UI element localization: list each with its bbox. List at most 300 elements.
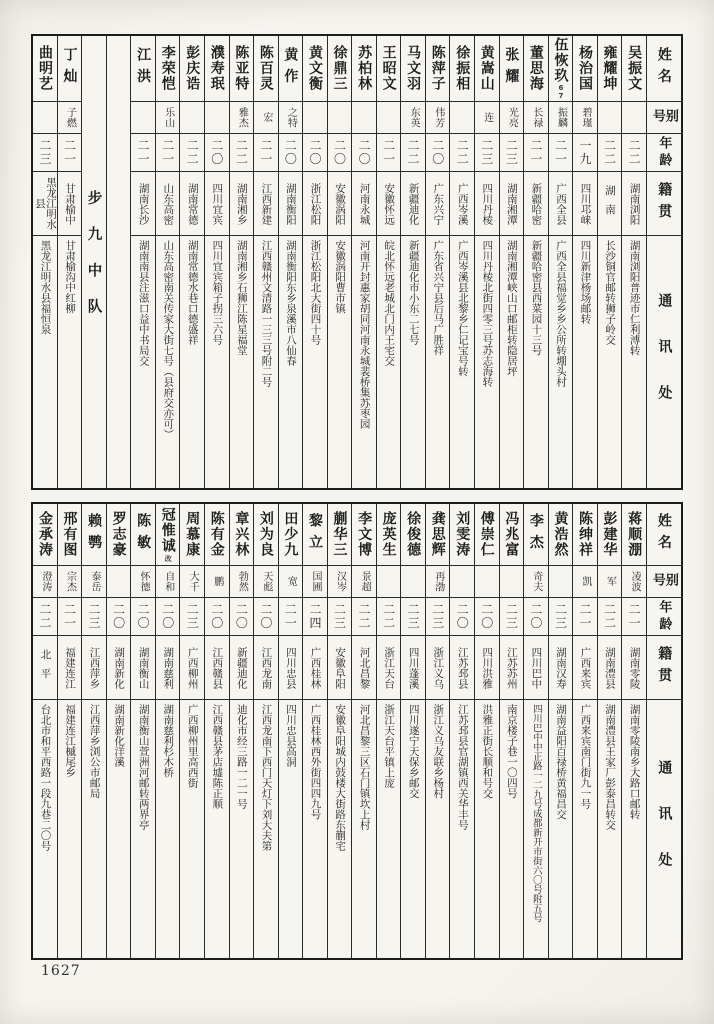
entry-alias: 碧瑾: [573, 102, 597, 134]
entry-native-place: 广西柳州: [180, 636, 204, 700]
entry-native-place: 广西来宾: [573, 636, 597, 700]
entry-age: 二〇: [303, 134, 327, 172]
entry-alias: [352, 102, 376, 134]
entry-age: 二一: [156, 134, 180, 172]
entry-alias: 奇夫: [524, 566, 548, 598]
entry-alias: 连: [475, 102, 499, 134]
entry-age: 二〇: [279, 134, 303, 172]
entry-column: [523, 504, 548, 958]
entry-column: [523, 36, 548, 488]
header-age: 年龄: [647, 134, 681, 172]
entry-alias: 雅杰: [230, 102, 254, 134]
entry-column: [229, 504, 254, 958]
entry-age: 二二: [450, 134, 474, 172]
header-name: 姓名: [647, 36, 681, 102]
entry-column: [155, 504, 180, 958]
header-alias: 别号: [647, 566, 681, 598]
entry-native-place: 湖南衡阳: [279, 172, 303, 236]
entry-alias: [303, 102, 327, 134]
entry-name: 罗志豪: [107, 504, 131, 566]
entry-alias: 宽: [279, 566, 303, 598]
entry-name: 庞英生: [377, 504, 401, 566]
entry-name: 田少九: [279, 504, 303, 566]
entry-address: 浙江松阳北大街四十号: [309, 240, 322, 345]
entry-native-place: 湖南零陵: [622, 636, 646, 700]
entry-name: 伍恢玖 67: [549, 36, 573, 102]
entry-name: 黎立: [303, 504, 327, 566]
entry-column: [400, 504, 425, 958]
entry-name: 周慕康: [180, 504, 204, 566]
entry-native-place: 湖南浏阳: [622, 172, 646, 236]
entry-address: 广西岑溪县北黎乡仁记宝号转: [456, 240, 469, 377]
entry-name-note: 改: [164, 554, 173, 562]
entry-native-place: 四川邛崃: [573, 172, 597, 236]
entry-column: [302, 36, 327, 488]
entry-address: 新疆哈密县西菜园十三号: [530, 240, 543, 356]
entry-alias: 景超: [352, 566, 376, 598]
entry-native-place: 福建连江: [58, 636, 82, 700]
entry-age: 二二: [598, 598, 622, 636]
entry-native-place: 湖南慈利: [156, 636, 180, 700]
entry-alias: 泰岳: [82, 566, 106, 598]
header-age: 年龄: [647, 598, 681, 636]
entry-native-place: 江西新建: [254, 172, 278, 236]
entry-native-place: 黑龙江明水县: [33, 172, 57, 236]
entry-native-place: 江西萍乡: [82, 636, 106, 700]
entry-address: 山东高密南关传家大街七号（县府交亦可）: [162, 240, 175, 440]
spacer-column: [106, 36, 131, 488]
entry-column: [597, 36, 622, 488]
entry-name: 赖鹗: [82, 504, 106, 566]
entry-alias: [475, 566, 499, 598]
entry-native-place: 湖南湘乡: [230, 172, 254, 236]
entry-age: 二一: [377, 134, 401, 172]
entry-native-place: 浙江松阳: [303, 172, 327, 236]
entry-native-place: 湖南湘潭: [500, 172, 524, 236]
entry-native-place: 安徽怀远: [377, 172, 401, 236]
entry-name: 陈百灵: [254, 36, 278, 102]
entry-address: 湖南衡山萱洲河邮转两界亭: [137, 704, 150, 830]
entry-column: [621, 36, 646, 488]
entry-name: 冠惟诚 改: [156, 504, 180, 566]
entry-address: 广东省兴宁县后马广胜祥: [432, 240, 445, 356]
entry-column: [33, 36, 57, 488]
entry-age: 二〇: [475, 598, 499, 636]
entry-address: 广西来宾南门街九一号: [579, 704, 592, 809]
entry-age: 二三: [33, 134, 57, 172]
header-alias: 别号: [647, 102, 681, 134]
entry-age: 二〇: [230, 598, 254, 636]
entry-address: 江西萍乡浏公市邮局: [88, 704, 101, 799]
entry-alias: [598, 102, 622, 134]
entry-address: 四川丹棱北街四零三号苏志海转: [481, 240, 494, 387]
entry-age: 二二: [33, 598, 57, 636]
entry-alias: [549, 566, 573, 598]
entry-name: 濮寿珉: [205, 36, 229, 102]
entry-native-place: 新疆迪化: [401, 172, 425, 236]
entry-column: [106, 504, 131, 958]
unit-section-label: 步九中队: [81, 36, 106, 488]
header-native: 籍贯: [647, 636, 681, 700]
entry-age: 二〇: [426, 134, 450, 172]
entry-native-place: 四川宜宾: [205, 172, 229, 236]
entry-age: 二三: [500, 598, 524, 636]
entry-native-place: 广西全县: [549, 172, 573, 236]
entry-column: [376, 36, 401, 488]
entry-name: 陈敏: [131, 504, 155, 566]
entry-name: 张耀: [500, 36, 524, 102]
entry-column: [229, 36, 254, 488]
entry-name: 章兴林: [230, 504, 254, 566]
entry-native-place: 湖南新化: [107, 636, 131, 700]
entry-native-place: 河南永城: [352, 172, 376, 236]
entry-column: [376, 504, 401, 958]
entry-age: 二一: [58, 134, 82, 172]
entry-alias: [180, 102, 204, 134]
entry-native-place: 四川忠县: [279, 636, 303, 700]
entry-address: 湖南湘乡石狮江陈星福堂: [235, 240, 248, 356]
entry-address: 长沙铜官邮转狮子岭交: [604, 240, 617, 345]
entry-name: 傅崇仁: [475, 504, 499, 566]
entry-alias: [33, 102, 57, 134]
entry-native-place: 安徽阜阳: [328, 636, 352, 700]
entry-column: [155, 36, 180, 488]
entry-native-place: 广西桂林: [303, 636, 327, 700]
entry-native-place: 广东兴宁: [426, 172, 450, 236]
entry-address: 广西桂林西外街四四九号: [309, 704, 322, 820]
entry-age: 二三: [549, 598, 573, 636]
entry-age: 二一: [58, 598, 82, 636]
entry-name: 李杰: [524, 504, 548, 566]
roster-table-bottom: [31, 502, 683, 960]
entry-native-place: 浙江义乌: [426, 636, 450, 700]
entry-column: [204, 504, 229, 958]
entry-age: 二〇: [107, 598, 131, 636]
entry-age: 二二: [230, 134, 254, 172]
entry-alias: 勃然: [230, 566, 254, 598]
page-number: 1627: [41, 963, 81, 979]
entry-alias: 再渤: [426, 566, 450, 598]
entry-native-place: 新疆迪化: [230, 636, 254, 700]
entry-alias: [107, 566, 131, 598]
entry-address: 江西赣县茅店墟陈正顺: [211, 704, 224, 809]
entry-column: [597, 504, 622, 958]
entry-name: 徐鼎三: [328, 36, 352, 102]
entry-alias: [450, 102, 474, 134]
entry-column: [449, 504, 474, 958]
entry-alias: 国圃: [303, 566, 327, 598]
entry-name: 陈有金: [205, 504, 229, 566]
entry-age: 二三: [401, 598, 425, 636]
entry-alias: [377, 566, 401, 598]
entry-name: 杨治国: [573, 36, 597, 102]
entry-age: 二三: [180, 598, 204, 636]
entry-alias: 凌波: [622, 566, 646, 598]
entry-address: 广西全县福觉乡乡公所转堋头村: [555, 240, 567, 387]
entry-column: [474, 504, 499, 958]
entry-name: 徐俊德: [401, 504, 425, 566]
entry-native-place: 江苏苏州: [500, 636, 524, 700]
entry-native-place: 广西岑溪: [450, 172, 474, 236]
entry-native-place: 甘肃榆中: [58, 172, 82, 236]
entry-alias: [205, 102, 229, 134]
entry-address: 迪化市经三路一二一号: [235, 704, 248, 809]
entry-column: [327, 504, 352, 958]
entry-age: 二〇: [156, 598, 180, 636]
entry-native-place: 山东高密: [156, 172, 180, 236]
entry-name: 黄嵩山: [475, 36, 499, 102]
entry-native-place: 新疆哈密: [524, 172, 548, 236]
entry-address: 江西赣州文清路一三三号附二号: [260, 240, 273, 387]
entry-alias: 鹏: [205, 566, 229, 598]
roster-table-top: [31, 34, 683, 490]
entry-address: 四川巴中中正路一二九号成都新开市街六〇号附五号: [530, 704, 542, 923]
entry-alias: 自和: [156, 566, 180, 598]
entry-age: 二一: [131, 134, 155, 172]
entry-age: 二三: [328, 598, 352, 636]
entry-name: 冯兆富: [500, 504, 524, 566]
entry-name: 董思海: [524, 36, 548, 102]
entry-name: 徐振相: [450, 36, 474, 102]
entry-native-place: 湖南长沙: [131, 172, 155, 236]
entry-age: 二二: [352, 598, 376, 636]
entry-column: [81, 504, 106, 958]
entry-name: 李荣恺: [156, 36, 180, 102]
entry-alias: 长禄: [524, 102, 548, 134]
entry-native-place: 四川丹棱: [475, 172, 499, 236]
entry-column: [57, 504, 82, 958]
entry-age: 二三: [500, 134, 524, 172]
entry-alias: 宏: [254, 102, 278, 134]
entry-name: 吴振文: [622, 36, 646, 102]
entry-age: 二〇: [352, 134, 376, 172]
entry-column: [474, 36, 499, 488]
entry-address: 安徽涡阳曹市镇: [334, 240, 347, 314]
entry-age: 二一: [622, 598, 646, 636]
entry-age: 二〇: [131, 598, 155, 636]
entry-age: 二三: [82, 598, 106, 636]
header-address: 通讯处: [656, 759, 673, 899]
entry-name: 邢有图: [58, 504, 82, 566]
entry-column: [425, 36, 450, 488]
entry-name: 蒋顺淜: [622, 504, 646, 566]
entry-alias: 乐山: [156, 102, 180, 134]
entry-alias: 子燃: [58, 102, 82, 134]
entry-age: 二二: [401, 134, 425, 172]
entry-name: 陈萍子: [426, 36, 450, 102]
entry-age: 二〇: [450, 598, 474, 636]
entry-native-place: 江西龙南: [254, 636, 278, 700]
entry-name: 金承涛: [33, 504, 57, 566]
entry-name: 彭建华: [598, 504, 622, 566]
entry-name: 刘雯涛: [450, 504, 474, 566]
entry-alias: [328, 102, 352, 134]
entry-address: 四川忠县高洞: [284, 704, 297, 767]
entry-age: 二二: [377, 598, 401, 636]
entry-address: 新疆迪化市小东二七号: [407, 240, 420, 345]
entry-native-place: 四川蓬溪: [401, 636, 425, 700]
entry-age: 二〇: [205, 598, 229, 636]
entry-column: [548, 504, 573, 958]
entry-alias: 凯: [573, 566, 597, 598]
entry-native-place: 湖南常德: [180, 172, 204, 236]
entry-age: 二〇: [205, 134, 229, 172]
entry-alias: 振麟: [549, 102, 573, 134]
entry-address: 广西柳州里高西街: [186, 704, 199, 788]
entry-address: 四川新津杨场邮转: [579, 240, 592, 324]
entry-name: 彭庆诰: [180, 36, 204, 102]
entry-age: 二一: [549, 134, 573, 172]
entry-column: [449, 36, 474, 488]
entry-alias: 光亮: [500, 102, 524, 134]
entry-address: 黑龙江明水县福恒泉: [39, 240, 52, 335]
entry-native-place: 湖南澧县: [598, 636, 622, 700]
entry-alias: 宗杰: [58, 566, 82, 598]
entry-column: [278, 504, 303, 958]
entry-column: [179, 36, 204, 488]
entry-alias: [622, 102, 646, 134]
entry-name: 黄浩然: [549, 504, 573, 566]
entry-address: 河南开封惠家胡同河南永城裴桥集苏枣园: [358, 240, 371, 429]
entry-native-place: 四川巴中: [524, 636, 548, 700]
entry-alias: 汉岑: [328, 566, 352, 598]
entry-address: 江西龙南下西门天灯下刘大夫第: [260, 704, 273, 851]
entry-alias: [450, 566, 474, 598]
header-address: 通讯处: [656, 292, 673, 432]
entry-native-place: 河北昌黎: [352, 636, 376, 700]
entry-column: [499, 36, 524, 488]
entry-alias: 伟芳: [426, 102, 450, 134]
entry-address: 四川遂宁天保乡邮交: [407, 704, 420, 799]
header-column: [646, 504, 681, 958]
entry-native-place: 安徽涡阳: [328, 172, 352, 236]
entry-age: 二〇: [328, 134, 352, 172]
entry-column: [253, 504, 278, 958]
entry-address: 湖南湘潭峡山口邮柜转隐居坪: [505, 240, 518, 377]
entry-column: [499, 504, 524, 958]
entry-alias: 大千: [180, 566, 204, 598]
entry-address: 湖南浏阳普迹市仁利溥转: [628, 240, 641, 356]
entry-name: 丁灿: [58, 36, 82, 102]
entry-address: 湖南常德水巷口德盛祥: [186, 240, 199, 345]
entry-native-place: 北平: [33, 636, 57, 700]
entry-address: 四川宜宾箱子拐三六号: [211, 240, 224, 345]
entry-age: 二〇: [524, 598, 548, 636]
header-name: 姓名: [647, 504, 681, 566]
entry-alias: 怀德: [131, 566, 155, 598]
entry-column: [548, 36, 573, 488]
entry-column: [572, 36, 597, 488]
entry-column: [130, 504, 155, 958]
entry-name: 苏柏林: [352, 36, 376, 102]
entry-alias: 军: [598, 566, 622, 598]
entry-name: 王昭文: [377, 36, 401, 102]
entry-column: [351, 504, 376, 958]
entry-age: 二二: [598, 134, 622, 172]
entry-column: [621, 504, 646, 958]
entry-age: 二一: [573, 598, 597, 636]
entry-address: 台北市和平西路一段九巷二〇号: [39, 704, 52, 851]
entry-column: [204, 36, 229, 488]
entry-address: 河北昌黎三区石门镇坎上村: [358, 704, 371, 830]
entry-age: 二三: [426, 598, 450, 636]
header-column: [646, 36, 681, 488]
entry-native-place: 湖南: [598, 172, 622, 236]
entry-age: 二四: [303, 598, 327, 636]
entry-alias: 澄涛: [33, 566, 57, 598]
entry-name: 黄文衡: [303, 36, 327, 102]
entry-address: 湖南新化洋溪: [113, 704, 126, 767]
entry-address: 安徽阜阳城内鼓楼大街路东蒯宅: [334, 704, 347, 851]
entry-native-place: 湖南衡山: [131, 636, 155, 700]
entry-name: 刘为良: [254, 504, 278, 566]
entry-address: 湖南零陵南乡大路口邮转: [628, 704, 641, 820]
entry-address: 湖南慈利杉木桥: [162, 704, 175, 778]
header-native: 籍贯: [647, 172, 681, 236]
entry-column: [400, 36, 425, 488]
entry-address: 福建连江槭尾乡: [64, 704, 77, 778]
entry-column: [425, 504, 450, 958]
entry-address: 湖南衡阳东乡泉溪市八仙春: [284, 240, 297, 366]
entry-column: [351, 36, 376, 488]
entry-name: 江洪: [131, 36, 155, 102]
entry-name: 马文羽: [401, 36, 425, 102]
entry-alias: [500, 566, 524, 598]
entry-column: [278, 36, 303, 488]
entry-name: 雍耀坤: [598, 36, 622, 102]
entry-column: [130, 36, 155, 488]
entry-name: 李文博: [352, 504, 376, 566]
entry-native-place: 江苏邳县: [450, 636, 474, 700]
entry-age: 二三: [475, 134, 499, 172]
entry-age: 二一: [254, 134, 278, 172]
entry-native-place: 湖南汉寿: [549, 636, 573, 700]
entry-native-place: 浙江天台: [377, 636, 401, 700]
entry-address: 皖北怀远老城北门内王宅交: [383, 240, 396, 366]
entry-alias: [377, 102, 401, 134]
entry-age: 一九: [573, 134, 597, 172]
entry-column: [179, 504, 204, 958]
entry-age: 二一: [524, 134, 548, 172]
entry-alias: 天彪: [254, 566, 278, 598]
entry-column: [302, 504, 327, 958]
entry-name-note: 67: [556, 84, 565, 101]
entry-column: [33, 504, 57, 958]
entry-age: 二〇: [254, 598, 278, 636]
entry-name: 蒯华三: [328, 504, 352, 566]
entry-native-place: 四川洪雅: [475, 636, 499, 700]
entry-name: 黄作: [279, 36, 303, 102]
entry-alias: [401, 566, 425, 598]
entry-address: 江苏邳县官湖镇西关华丰号: [456, 704, 469, 830]
entry-name: 龚思辉: [426, 504, 450, 566]
entry-address: 南京楼子巷一〇四号: [505, 704, 518, 799]
entry-age: 二二: [622, 134, 646, 172]
entry-address: 甘肃榆沟中红柳: [64, 240, 77, 314]
entry-alias: [131, 102, 155, 134]
entry-address: 浙江天台平镇上庞: [383, 704, 396, 788]
entry-native-place: 江西赣县: [205, 636, 229, 700]
entry-column: [572, 504, 597, 958]
entry-column: [57, 36, 82, 488]
entry-name: 陈绅祥: [573, 504, 597, 566]
entry-name: 陈亚特: [230, 36, 254, 102]
entry-address: 洪雅正街长顺和号交: [481, 704, 494, 799]
entry-name: 曲明艺: [33, 36, 57, 102]
entry-age: 二二: [180, 134, 204, 172]
entry-address: 浙江义乌友联乡杨村: [432, 704, 445, 799]
entry-column: [253, 36, 278, 488]
